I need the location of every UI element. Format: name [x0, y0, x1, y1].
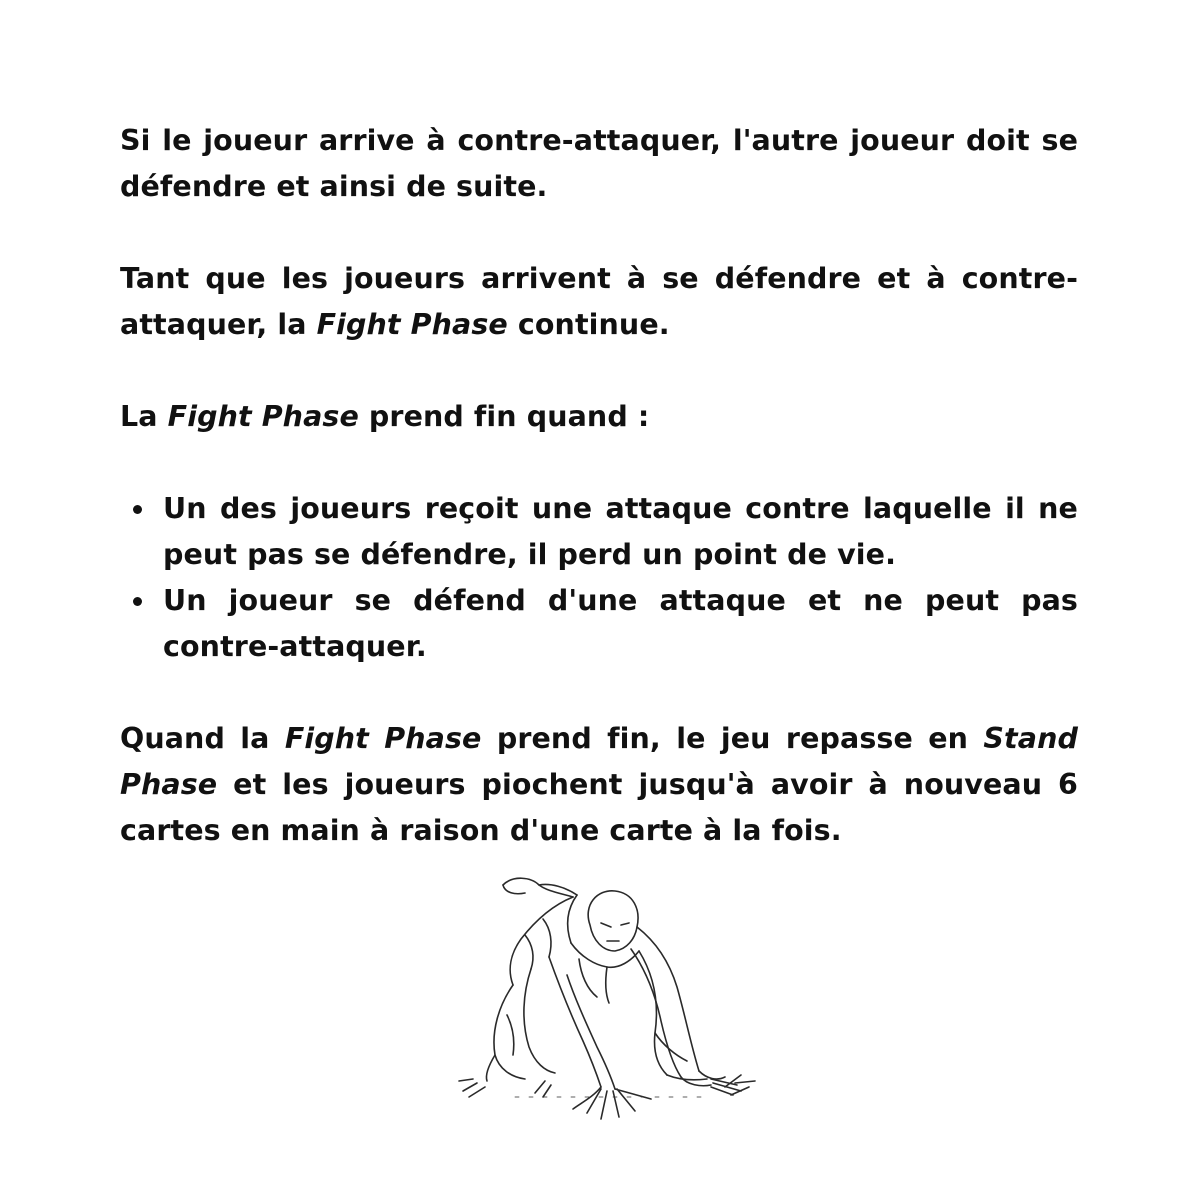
list-item: Un des joueurs reçoit une attaque contre laquelle il ne peut pas se défendre, il perd un point de vie.: [120, 486, 1078, 578]
end-conditions-list: [120, 486, 1078, 670]
bullet-icon: [133, 505, 142, 514]
paragraph-counter-attack: Si le joueur arrive à contre-attaquer, l'autre joueur doit se défendre et ainsi de suite.: [120, 124, 1078, 203]
term-fight-phase: Fight Phase: [316, 308, 508, 341]
paragraph-fight-continues: Tant que les joueurs arrivent à se défendre et à contre-attaquer, la Fight Phase continue.: [120, 262, 1078, 341]
term-fight-phase: Fight Phase: [284, 722, 482, 755]
paragraph-fight-ends: La Fight Phase prend fin quand :: [120, 400, 650, 433]
rules-text: [120, 118, 1078, 854]
fighter-illustration-icon: [455, 865, 760, 1130]
bullet-icon: [133, 597, 142, 606]
term-stand-phase: Stand Phase: [120, 722, 1078, 801]
list-item: Un joueur se défend d'une attaque et ne peut pas contre-attaquer.: [120, 578, 1078, 670]
term-fight-phase: Fight Phase: [167, 400, 359, 433]
paragraph-back-to-stand: Quand la Fight Phase prend fin, le jeu repasse en Stand Phase et les joueurs piochent jusqu'à avoir à nouveau 6 cartes en main à raison d'une carte à la fois.: [120, 722, 1078, 847]
